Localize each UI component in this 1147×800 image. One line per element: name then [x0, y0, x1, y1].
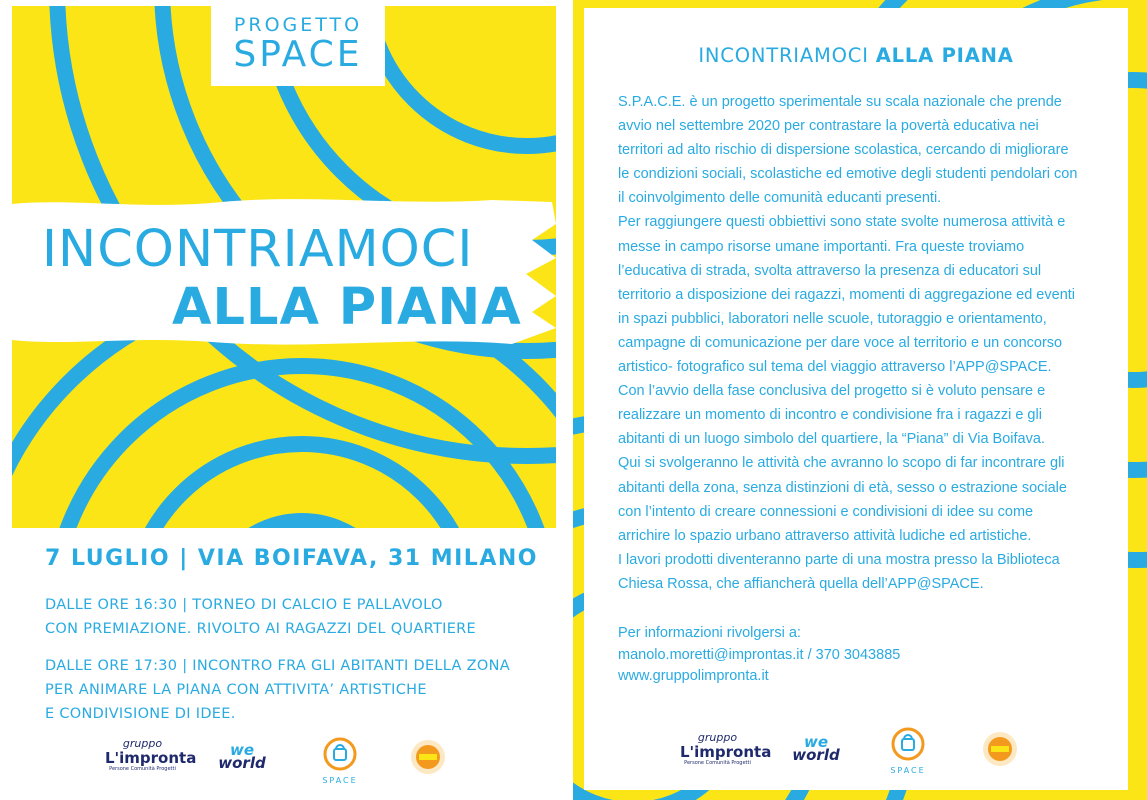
- body-line: Per raggiungere questi obbiettivi sono state svolte numerosa attività e: [618, 214, 1066, 231]
- space-badge-icon: [322, 736, 358, 772]
- body-line: territorio a disposizione dei ragazzi, momenti di aggregazione ed eventi: [618, 286, 1076, 303]
- info-body-text: [618, 90, 1098, 596]
- impronta-logo: [105, 737, 197, 772]
- info-panel: [573, 0, 1147, 800]
- body-line: con l’intento di creare connessioni e condivisioni di idee su come: [618, 503, 1034, 520]
- body-line: l’educativa di strada, svolta attraverso la presenza di educatori sul: [618, 262, 1042, 279]
- contact-label: Per informazioni rivolgersi a:: [618, 625, 801, 641]
- info-title: [584, 44, 1128, 67]
- body-line: il coinvolgimento delle comunità educanti presenti.: [618, 190, 942, 207]
- body-line: le condizioni sociali, scolastiche ed emotive degli studenti pendolari con: [618, 166, 1078, 183]
- body-line: arrichire lo spazio urbano attraverso attività ludiche ed artistiche.: [618, 527, 1032, 544]
- body-line: Qui si svolgeranno le attività che avranno lo scopo di far incontrare gli: [618, 455, 1065, 472]
- space-badge-text: SPACE: [322, 776, 358, 785]
- impronta-name-text: L'impronta: [105, 749, 197, 767]
- space-badge-text: SPACE: [890, 766, 926, 775]
- hero-title-line2: ALLA PIANA: [172, 278, 522, 337]
- impronta-tagline-text: Persone Comunità Progetti: [109, 766, 176, 772]
- space-badge-logo: [318, 736, 362, 785]
- body-line: in spazi pubblici, laboratori nelle scuole, tutoraggio e orientamento,: [618, 310, 1047, 327]
- schedule-line: E CONDIVISIONE DI IDEE.: [45, 706, 236, 722]
- impronta-name-text: L'impronta: [680, 743, 772, 761]
- impronta-tagline-text: Persone Comunità Progetti: [684, 760, 751, 766]
- schedule-block: [45, 593, 476, 641]
- weworld-we-text: we: [803, 733, 829, 751]
- impronta-logo: [680, 731, 772, 766]
- body-line: Con l’avvio della fase conclusiva del progetto si è voluto pensare e: [618, 383, 1046, 400]
- project-stamp-icon: [409, 738, 447, 776]
- logo-space-text: SPACE: [233, 34, 363, 75]
- flyer-panel: [0, 0, 573, 800]
- schedule-line: DALLE ORE 16:30 | TORNEO DI CALCIO E PALLAVOLO: [45, 597, 443, 613]
- body-line: avvio nel settembre 2020 per contrastare la povertà educativa nei: [618, 118, 1039, 135]
- weworld-world-text: world: [218, 754, 266, 772]
- body-line: realizzare un momento di incontro e condivisione fra i ragazzi e gli: [618, 407, 1042, 424]
- project-stamp-logo: [980, 730, 1020, 772]
- weworld-logo: [788, 733, 844, 764]
- partner-logos: [584, 720, 1147, 780]
- body-line: Chiesa Rossa, che affiancherà quella dell’APP@SPACE.: [618, 575, 984, 592]
- impronta-gruppo-text: gruppo: [697, 731, 738, 744]
- body-line: abitanti di un luogo simbolo del quartiere, la “Piana” di Via Boifava.: [618, 431, 1045, 448]
- info-title-bold: ALLA PIANA: [875, 44, 1014, 67]
- schedule-block: [45, 654, 510, 726]
- contact-email-phone: manolo.moretti@improntas.it / 370 3043885: [618, 646, 901, 663]
- body-line: abitanti della zona, senza distinzioni di età, sesso o estrazione sociale: [618, 479, 1067, 496]
- hero-title-line1: INCONTRIAMOCI: [42, 220, 474, 279]
- body-line: messe in campo risorse umane importanti. Fra queste troviamo: [618, 238, 1025, 255]
- event-date-place: 7 LUGLIO | VIA BOIFAVA, 31 MILANO: [45, 546, 538, 571]
- body-line: territori ad alto rischio di dispersione scolastica, cercando di migliorare: [618, 142, 1069, 159]
- body-line: S.P.A.C.E. è un progetto sperimentale su scala nazionale che prende: [618, 94, 1062, 110]
- logo-progetto-text: PROGETTO: [233, 14, 363, 36]
- contact-website: www.gruppolimpronta.it: [618, 668, 769, 684]
- schedule-line: CON PREMIAZIONE. RIVOLTO AI RAGAZZI DEL QUARTIERE: [45, 621, 476, 637]
- body-line: campagne di comunicazione per dare voce al territorio e un concorso: [618, 334, 1063, 351]
- space-badge-logo: [886, 726, 930, 775]
- schedule-line: DALLE ORE 17:30 | INCONTRO FRA GLI ABITANTI DELLA ZONA: [45, 658, 510, 674]
- contact-block: [618, 623, 900, 688]
- project-stamp-icon: [981, 730, 1019, 768]
- body-line: I lavori prodotti diventeranno parte di una mostra presso la Biblioteca: [618, 551, 1060, 568]
- weworld-world-text: world: [792, 746, 840, 764]
- space-badge-icon: [890, 726, 926, 762]
- info-card: [584, 8, 1128, 790]
- info-title-normal: INCONTRIAMOCI: [698, 44, 869, 67]
- weworld-we-text: we: [229, 741, 255, 759]
- body-line: artistico- fotografico sul tema del viaggio attraverso l’APP@SPACE.: [618, 359, 1052, 376]
- progetto-space-logo: [211, 6, 385, 86]
- flyer-hero: [12, 6, 556, 528]
- project-stamp-logo: [408, 738, 448, 780]
- partner-logos: [0, 728, 573, 788]
- impronta-gruppo-text: gruppo: [122, 737, 163, 750]
- schedule-line: PER ANIMARE LA PIANA CON ATTIVITA’ ARTISTICHE: [45, 682, 427, 698]
- weworld-logo: [214, 741, 270, 772]
